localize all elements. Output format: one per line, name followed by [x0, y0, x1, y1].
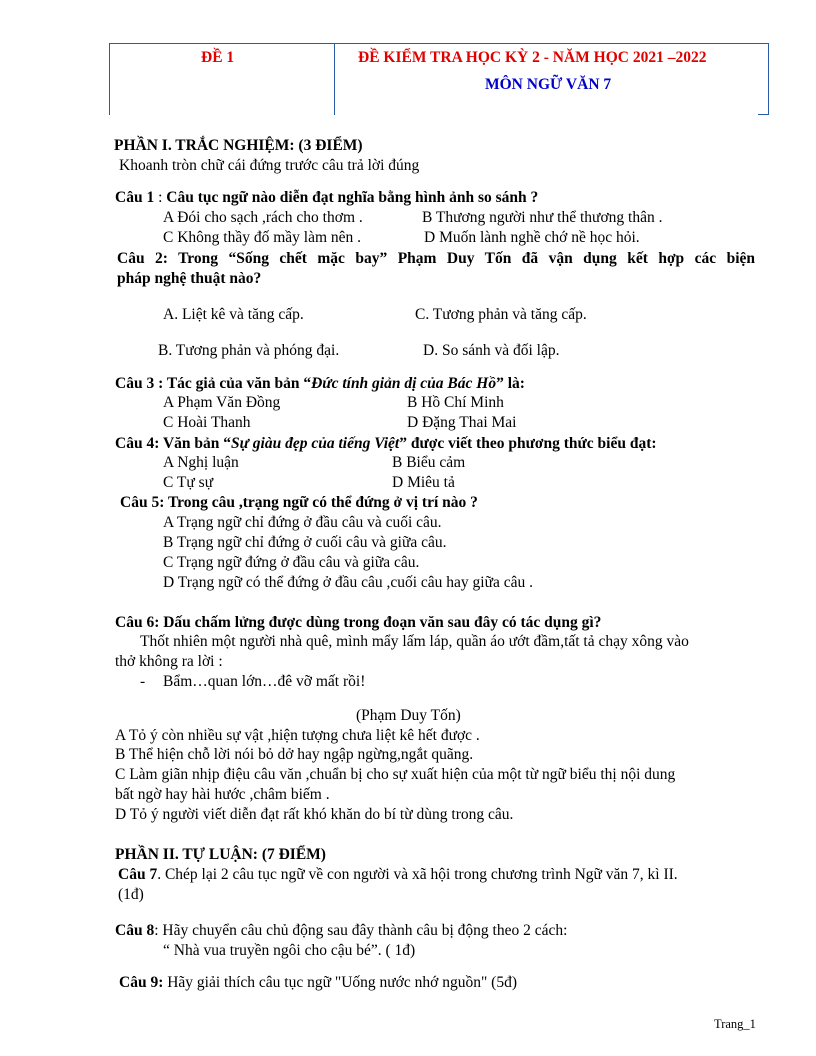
q1-option-d[interactable]: D Muốn lành nghề chớ nề học hỏi. [424, 229, 640, 246]
page-number: Trang_1 [714, 1017, 756, 1031]
q6-option-c-line1[interactable]: C Làm giãn nhịp điệu câu văn ,chuẩn bị cho sự xuất hiện của một từ ngữ biểu thị nội dung [115, 766, 676, 783]
q2-option-c[interactable]: C. Tương phản và tăng cấp. [415, 306, 587, 323]
question-3-prefix: Câu 3 : Tác giả của văn bản “ [115, 375, 312, 392]
question-5: Câu 5: Trong câu ,trạng ngữ có thể đứng ở vị trí nào ? [120, 494, 478, 511]
question-2-line2: pháp nghệ thuật nào? [117, 270, 262, 287]
q6-dash: - [140, 673, 146, 690]
question-7 [118, 866, 678, 884]
q6-option-c-line2[interactable]: bất ngờ hay hài hước ,châm biếm . [115, 786, 330, 803]
q2-option-b[interactable]: B. Tương phản và phóng đại. [158, 342, 340, 359]
question-6 [115, 614, 601, 632]
q4-option-b[interactable]: B Biểu cảm [392, 454, 466, 471]
exam-title: ĐỀ KIỂM TRA HỌC KỲ 2 - NĂM HỌC 2021 –2022 [358, 49, 707, 66]
exam-code: ĐỀ 1 [201, 49, 235, 66]
question-9-number: Câu 9: [119, 974, 164, 991]
question-8-text: : Hãy chuyển câu chủ động sau đây thành câu bị động theo 2 cách: [154, 922, 568, 939]
part1-title: PHẦN I. TRẮC NGHIỆM: (3 ĐIỂM) [114, 137, 363, 154]
q5-option-b[interactable]: B Trạng ngữ chỉ đứng ở cuối câu và giữa câu. [163, 534, 447, 551]
part2-title: PHẦN II. TỰ LUẬN: (7 ĐIỂM) [115, 846, 326, 863]
q3-option-c[interactable]: C Hoài Thanh [163, 414, 251, 431]
q6-dialogue: Bẩm…quan lớn…đê vỡ mất rồi! [163, 673, 366, 690]
q5-option-a[interactable]: A Trạng ngữ chỉ đứng ở đầu câu và cuối câu. [163, 514, 442, 531]
question-6-number: Câu 6 [115, 614, 155, 631]
question-8 [115, 922, 567, 940]
question-3-work: Đức tính giản dị của Bác Hồ [311, 375, 497, 392]
question-4-suffix: ” được viết theo phương thức biểu đạt: [399, 435, 657, 452]
part1-instruction: Khoanh tròn chữ cái đứng trước câu trả lời đúng [119, 157, 420, 174]
q6-passage-line1: Thốt nhiên một người nhà quê, mình mẩy lấm láp, quần áo ướt đầm,tất tả chạy xông vào [140, 633, 689, 650]
question-4-work: Sự giàu đẹp của tiếng Việt [231, 435, 400, 452]
q6-option-b[interactable]: B Thể hiện chỗ lời nói bỏ dở hay ngập ngừng,ngắt quãng. [115, 746, 474, 763]
question-6-text: : Dấu chấm lửng được dùng trong đoạn văn sau đây có tác dụng gì? [154, 614, 602, 631]
question-7-text: . Chép lại 2 câu tục ngữ về con người và xã hội trong chương trình Ngữ văn 7, kì II. [157, 866, 678, 883]
question-3 [115, 375, 525, 393]
question-1-number: Câu 1 [115, 189, 155, 206]
question-7-points: (1đ) [118, 886, 144, 903]
q2-option-a[interactable]: A. Liệt kê và tăng cấp. [163, 306, 304, 323]
question-1 [115, 189, 538, 207]
q4-option-c[interactable]: C Tự sự [163, 474, 214, 491]
q3-option-a[interactable]: A Phạm Văn Đồng [163, 394, 281, 411]
q1-option-c[interactable]: C Không thầy đố mầy làm nên . [163, 229, 362, 246]
question-1-text: Câu tục ngữ nào diễn đạt nghĩa bằng hình ảnh so sánh ? [166, 189, 539, 206]
question-4-mid: : Văn bản “ [154, 435, 232, 452]
q5-option-d[interactable]: D Trạng ngữ có thể đứng ở đầu câu ,cuối câu hay giữa câu . [163, 574, 534, 591]
question-7-number: Câu 7 [118, 866, 158, 883]
question-4-number: Câu 4 [115, 435, 155, 452]
q6-option-a[interactable]: A Tỏ ý còn nhiều sự vật ,hiện tượng chưa liệt kê hết được . [115, 727, 480, 744]
q6-source: (Phạm Duy Tốn) [356, 707, 461, 724]
q1-option-b[interactable]: B Thương người như thể thương thân . [422, 209, 663, 226]
question-9 [119, 974, 517, 992]
q3-option-d[interactable]: D Đặng Thai Mai [407, 414, 517, 431]
exam-subject: MÔN NGỮ VĂN 7 [485, 76, 612, 93]
question-8-quote: “ Nhà vua truyền ngôi cho cậu bé”. ( 1đ) [163, 942, 416, 959]
q1-option-a[interactable]: A Đói cho sạch ,rách cho thơm . [163, 209, 363, 226]
q5-option-c[interactable]: C Trạng ngữ đứng ở đầu câu và giữa câu. [163, 554, 420, 571]
question-4 [115, 435, 657, 453]
q6-option-d[interactable]: D Tỏ ý người viết diễn đạt rất khó khăn do bí từ dùng trong câu. [115, 806, 514, 823]
question-9-text: Hãy giải thích câu tục ngữ "Uống nước nhớ nguồn" (5đ) [163, 974, 517, 991]
q2-option-d[interactable]: D. So sánh và đối lập. [423, 342, 560, 359]
q4-option-a[interactable]: A Nghị luận [163, 454, 239, 471]
q3-option-b[interactable]: B Hồ Chí Minh [407, 394, 504, 411]
question-8-number: Câu 8 [115, 922, 155, 939]
question-2-line1: Câu 2: Trong “Sống chết mặc bay” Phạm Duy Tốn đã vận dụng kết hợp các biện [117, 250, 755, 267]
question-1-separator: : [154, 189, 167, 206]
question-3-suffix: ” là: [496, 375, 525, 392]
q6-passage-line2: thở không ra lời : [115, 653, 223, 670]
q4-option-d[interactable]: D Miêu tả [392, 474, 455, 491]
